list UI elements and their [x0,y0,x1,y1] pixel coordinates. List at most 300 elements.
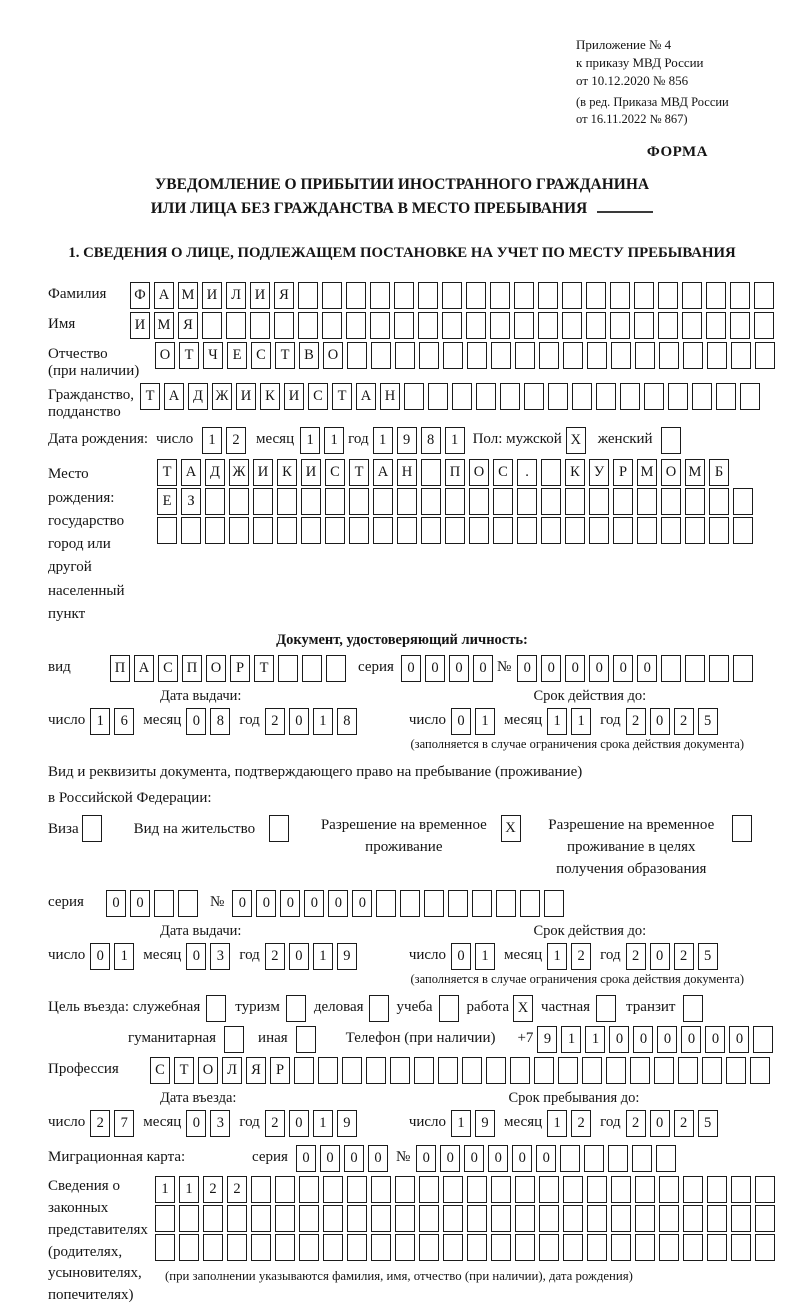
char-box: Ж [229,459,249,486]
char-box: О [661,459,681,486]
char-box [155,1234,175,1261]
sex-female-label: женский [597,431,653,448]
char-box: А [373,459,393,486]
char-box [275,1176,295,1203]
first-name-label: Имя [48,316,76,333]
char-box [706,312,726,339]
char-box [349,488,369,515]
res-series-boxes [106,890,202,917]
char-box: 0 [473,655,493,682]
char-box [707,1205,727,1232]
char-box [323,1176,343,1203]
char-box: 0 [186,1110,206,1137]
char-box [250,312,270,339]
char-box: С [325,459,345,486]
char-box [565,488,585,515]
char-box: И [236,383,256,410]
char-box: 1 [561,1026,581,1053]
char-box [560,1145,580,1172]
char-box: О [469,459,489,486]
char-box [611,1176,631,1203]
id-valid-date-group: число 0 1 месяц 1 1 год 2 0 2 5 [409,708,722,735]
row-id-doc-dates [48,708,756,735]
char-box: О [323,342,343,369]
char-box: 1 [547,1110,567,1137]
char-box: 1 [313,708,333,735]
char-box [82,815,102,842]
appendix-line: Приложение № 4 [576,37,672,52]
char-box [346,312,366,339]
char-box [443,1234,463,1261]
char-box: Т [332,383,352,410]
char-box [755,1176,775,1203]
char-box: С [150,1057,170,1084]
char-box [371,1234,391,1261]
char-box: О [155,342,175,369]
char-box [395,1205,415,1232]
char-box: 0 [90,943,110,970]
char-box [558,1057,578,1084]
series-label: серия [252,1149,288,1166]
char-box [277,517,297,544]
id-valid-note: (заполняется в случае ограничения срока действия документа) [410,737,744,752]
char-box: Р [270,1057,290,1084]
visa-checkbox [82,815,106,842]
id-valid-month-boxes [547,708,595,735]
char-box [298,312,318,339]
char-box [692,383,712,410]
char-box [563,1176,583,1203]
char-box: П [445,459,465,486]
char-box [517,488,537,515]
char-box: А [164,383,184,410]
char-box: О [206,655,226,682]
char-box [731,1176,751,1203]
char-box: Н [380,383,400,410]
char-box [753,1026,773,1053]
char-box [732,815,752,842]
char-box [584,1145,604,1172]
char-box: 0 [232,890,252,917]
char-box [466,312,486,339]
char-box [490,312,510,339]
sex-male-label: Пол: мужской [472,431,562,448]
res-valid-month-boxes [547,943,595,970]
char-box [493,517,513,544]
char-box [421,459,441,486]
char-box [296,1026,316,1053]
appendix-line: к приказу МВД России [576,54,704,70]
temp-residence-edu-label: Разрешение на временное проживание в целях получения образования [548,817,715,877]
char-box: 0 [425,655,445,682]
char-box [750,1057,770,1084]
char-box: К [277,459,297,486]
char-box [500,383,520,410]
char-box: 1 [202,427,222,454]
char-box [251,1176,271,1203]
char-box [515,1234,535,1261]
birth-day-boxes [202,427,250,454]
char-box [731,342,751,369]
representatives-row1 [155,1176,779,1203]
char-box [275,1234,295,1261]
char-box [253,488,273,515]
char-box [726,1057,746,1084]
blank-underline [597,199,653,213]
char-box [539,1234,559,1261]
char-box [227,1234,247,1261]
char-box: Т [157,459,177,486]
char-box: 0 [186,708,206,735]
char-box [181,517,201,544]
char-box [514,312,534,339]
char-box [683,1234,703,1261]
char-box [541,488,561,515]
char-box [400,890,420,917]
row-profession [48,1057,756,1084]
entry-date-label: Дата въезда: [160,1090,237,1107]
char-box: 2 [90,1110,110,1137]
residence-permit-label: Вид на жительство [133,821,256,838]
char-box [637,517,657,544]
char-box [421,517,441,544]
char-box: 0 [613,655,633,682]
char-box [658,312,678,339]
char-box: 2 [265,708,285,735]
char-box: 9 [397,427,417,454]
char-box [301,488,321,515]
row-entry-dates [48,1110,756,1137]
profession-label: Профессия [48,1061,119,1078]
char-box: Л [222,1057,242,1084]
stay-until-group: число 1 9 месяц 1 2 год 2 0 2 5 [409,1110,722,1137]
business-label: деловая [313,999,364,1016]
series-label: серия [48,894,84,911]
char-box [298,282,318,309]
char-box [325,517,345,544]
purpose-business-checkbox [369,995,393,1022]
char-box [682,282,702,309]
char-box [445,517,465,544]
char-box: Я [246,1057,266,1084]
char-box [469,488,489,515]
char-box [486,1057,506,1084]
doc-number-boxes [517,655,757,682]
char-box [157,517,177,544]
char-box [203,1205,223,1232]
row-migration-card [48,1145,756,1172]
char-box [661,655,681,682]
char-box: Е [157,488,177,515]
char-box [419,342,439,369]
char-box [683,342,703,369]
representatives-note: (при заполнении указываются фамилия, имя, отчество (при наличии), дата рождения) [165,1269,633,1284]
char-box [493,488,513,515]
char-box [323,1205,343,1232]
phone-prefix: +7 [517,1030,534,1047]
char-box [178,890,198,917]
char-box: И [130,312,150,339]
char-box [299,1234,319,1261]
char-box [202,312,222,339]
char-box: 1 [585,1026,605,1053]
char-box: К [565,459,585,486]
citizenship-boxes [140,383,764,410]
char-box [548,383,568,410]
number-label: № [395,1149,411,1166]
char-box [630,1057,650,1084]
char-box [179,1234,199,1261]
char-box [702,1057,722,1084]
residence-permit-checkbox [269,815,293,842]
char-box [472,890,492,917]
char-box: 1 [547,943,567,970]
char-box [347,1234,367,1261]
doc-type-label: вид [48,659,71,676]
char-box: А [181,459,201,486]
char-box: 2 [571,943,591,970]
temp-residence-checkbox [501,815,525,842]
char-box [347,1176,367,1203]
entry-purpose-label: Цель въезда: служебная [48,999,201,1016]
char-box: 7 [114,1110,134,1137]
res-valid-date-group: число 0 1 месяц 1 2 год 2 0 2 5 [409,943,722,970]
char-box [659,1234,679,1261]
char-box [439,995,459,1022]
char-box [685,488,705,515]
char-box: 0 [296,1145,316,1172]
char-box: 5 [698,943,718,970]
appendix-line: от 10.12.2020 № 856 [576,72,689,88]
char-box [370,282,390,309]
char-box [251,1234,271,1261]
row-birth-date [48,427,756,454]
char-box [610,282,630,309]
char-box [635,342,655,369]
humanitarian-label: гуманитарная [128,1030,217,1047]
char-box [538,312,558,339]
purpose-official-checkbox [206,995,230,1022]
char-box: З [181,488,201,515]
char-box: 0 [681,1026,701,1053]
char-box: 0 [650,1110,670,1137]
char-box [438,1057,458,1084]
id-valid-year-boxes [626,708,722,735]
char-box: Т [254,655,274,682]
char-box: 0 [657,1026,677,1053]
birth-place-boxes [157,459,757,546]
id-valid-day-boxes [451,708,499,735]
char-box [419,1205,439,1232]
char-box [707,342,727,369]
id-doc-heading: Документ, удостоверяющий личность: [276,632,528,649]
char-box: 0 [401,655,421,682]
char-box: У [589,459,609,486]
char-box: Я [178,312,198,339]
char-box: 0 [633,1026,653,1053]
char-box [269,815,289,842]
doc-type-boxes [110,655,350,682]
res-issue-year-boxes [265,943,361,970]
char-box [611,1234,631,1261]
char-box: 0 [488,1145,508,1172]
char-box: Т [349,459,369,486]
char-box [541,459,561,486]
section1-heading: 1. СВЕДЕНИЯ О ЛИЦЕ, ПОДЛЕЖАЩЕМ ПОСТАНОВКЕ НА УЧЕТ ПО МЕСТУ ПРЕБЫВАНИЯ [68,245,736,262]
char-box: М [685,459,705,486]
char-box [376,890,396,917]
char-box [277,488,297,515]
char-box [428,383,448,410]
char-box: В [299,342,319,369]
other-label: иная [258,1030,288,1047]
char-box [730,282,750,309]
char-box [414,1057,434,1084]
char-box [659,1176,679,1203]
purpose-other-checkbox [296,1026,320,1053]
char-box: 1 [445,427,465,454]
char-box [562,282,582,309]
char-box [206,995,226,1022]
char-box: 1 [313,943,333,970]
char-box: X [501,815,521,842]
res-doc-line2: в Российской Федерации: [48,789,212,806]
char-box [467,1176,487,1203]
char-box: 1 [179,1176,199,1203]
revision-line: (в ред. Приказа МВД России [576,94,729,109]
char-box [587,342,607,369]
char-box [520,890,540,917]
char-box [659,342,679,369]
char-box: 0 [352,890,372,917]
char-box [347,1205,367,1232]
tourism-label: туризм [235,999,280,1016]
char-box: 2 [626,943,646,970]
char-box: Е [227,342,247,369]
char-box [582,1057,602,1084]
char-box [586,312,606,339]
char-box: 0 [256,890,276,917]
char-box [467,1234,487,1261]
char-box [754,312,774,339]
char-box [678,1057,698,1084]
char-box [349,517,369,544]
representatives-row2 [155,1205,779,1232]
row-residence-types [48,815,756,880]
char-box: 0 [464,1145,484,1172]
char-box: 9 [537,1026,557,1053]
char-box: 0 [304,890,324,917]
char-box [539,1205,559,1232]
year-label: год [348,431,369,448]
char-box [326,655,346,682]
char-box: 0 [589,655,609,682]
res-issue-date-group: число 0 1 месяц 0 3 год 2 0 1 9 [48,943,361,970]
char-box: 9 [337,1110,357,1137]
char-box: С [251,342,271,369]
char-box: 2 [265,1110,285,1137]
char-box [754,282,774,309]
char-box: 0 [650,708,670,735]
char-box [442,312,462,339]
char-box [318,1057,338,1084]
char-box [370,312,390,339]
char-box: 0 [650,943,670,970]
char-box [421,488,441,515]
char-box [373,517,393,544]
char-box [323,1234,343,1261]
char-box [469,517,489,544]
char-box [274,312,294,339]
char-box: 0 [130,890,150,917]
char-box: 0 [344,1145,364,1172]
char-box [740,383,760,410]
char-box: 0 [536,1145,556,1172]
temp-residence-label: Разрешение на временное проживание [320,817,487,855]
char-box [491,1176,511,1203]
char-box [373,488,393,515]
char-box [613,517,633,544]
char-box [394,312,414,339]
char-box [610,312,630,339]
representatives-label: Сведения о законных представителях (родителях, усыновителях, попечителях) [48,1178,148,1304]
char-box [205,517,225,544]
res-issue-month-boxes [186,943,234,970]
row-birth-place [48,459,756,626]
char-box [448,890,468,917]
purpose-work-checkbox [513,995,537,1022]
char-box [253,517,273,544]
char-box: 3 [210,943,230,970]
char-box [347,342,367,369]
char-box [620,383,640,410]
char-box [496,890,516,917]
char-box: 8 [421,427,441,454]
char-box [371,342,391,369]
char-box: Т [179,342,199,369]
char-box [419,1176,439,1203]
char-box [205,488,225,515]
char-box: Я [274,282,294,309]
char-box [587,1176,607,1203]
char-box [731,1234,751,1261]
char-box [452,383,472,410]
form-title-line2: ИЛИ ЛИЦА БЕЗ ГРАЖДАНСТВА В МЕСТО ПРЕБЫВАНИЯ [48,197,756,221]
char-box [544,890,564,917]
row-entry-purpose [48,995,756,1022]
char-box [656,1145,676,1172]
char-box [275,1205,295,1232]
valid-until-label: Срок действия до: [533,923,647,940]
profession-boxes [150,1057,774,1084]
sex-female-checkbox [661,427,685,454]
char-box [286,995,306,1022]
char-box [278,655,298,682]
char-box: 2 [626,708,646,735]
appendix-reference [576,36,756,90]
char-box [586,282,606,309]
char-box [589,488,609,515]
stay-year-boxes [626,1110,722,1137]
char-box: 1 [373,427,393,454]
char-box: М [637,459,657,486]
birth-place-row2 [157,488,757,515]
char-box [395,1234,415,1261]
transit-label: транзит [626,999,676,1016]
char-box: 5 [698,708,718,735]
migration-card-label: Миграционная карта: [48,1149,186,1166]
char-box: . [517,459,537,486]
